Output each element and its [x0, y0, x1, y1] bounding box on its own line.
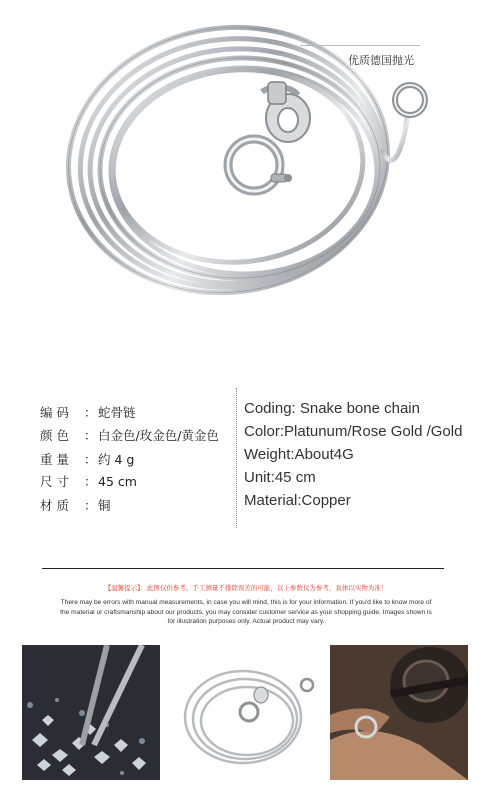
spec-cn-value: 白金色/玫金色/黄金色: [98, 428, 219, 443]
spec-cn-value: 蛇骨链: [98, 405, 136, 420]
section-divider: [42, 568, 444, 569]
thumbnail-crystals: [22, 645, 160, 780]
spec-cn-label: 编 码: [40, 405, 69, 420]
spec-en-color: Color:Platunum/Rose Gold /Gold: [244, 423, 463, 440]
thumbnail-polishing: [330, 645, 468, 780]
spec-cn-value: 45 cm: [98, 474, 137, 489]
spec-cn-row: 编 码 ：蛇骨链: [40, 405, 136, 420]
spec-en-unit: Unit:45 cm: [244, 469, 316, 486]
spec-cn-label: 材 质: [40, 498, 69, 513]
spec-en-weight: Weight:About4G: [244, 446, 354, 463]
spec-cn-label: 重 量: [40, 452, 69, 467]
thumbnail-chain: [177, 645, 315, 780]
disclaimer-text: There may be errors with manual measurements, in case you will mind, this is for your information. If you'd like to know more of the material or craftsmanship about our products, you may consider customer service as your shopping guide. Images shown is for illustration purposes only. Actual product may vary.: [60, 599, 432, 625]
warning-notice: 【温馨提示】：此图仅供参考。手工测量不排除误差的可能，以上参数仅为参考，具体以实物为准！: [104, 584, 388, 592]
spec-cn-label: 尺 寸: [40, 474, 69, 489]
hero-product-image: [0, 0, 492, 375]
spec-cn-row: 重 量 ：约 4 g: [40, 452, 135, 467]
caption-leader-line: [300, 45, 420, 46]
snake-chain-illustration: [0, 0, 492, 375]
spec-cn-value: 铜: [98, 498, 111, 513]
spec-cn-label: 颜 色: [40, 428, 69, 443]
spec-divider: [236, 388, 238, 528]
spec-cn-row: 尺 寸 ：45 cm: [40, 474, 137, 489]
hero-caption: 优质德国抛光: [348, 54, 414, 67]
spec-en-material: Material:Copper: [244, 492, 351, 509]
spec-cn-row: 颜 色 ：白金色/玫金色/黄金色: [40, 428, 219, 443]
spec-cn-value: 约 4 g: [98, 452, 135, 467]
spec-cn-row: 材 质 ：铜: [40, 498, 111, 513]
spec-en-coding: Coding: Snake bone chain: [244, 400, 420, 417]
